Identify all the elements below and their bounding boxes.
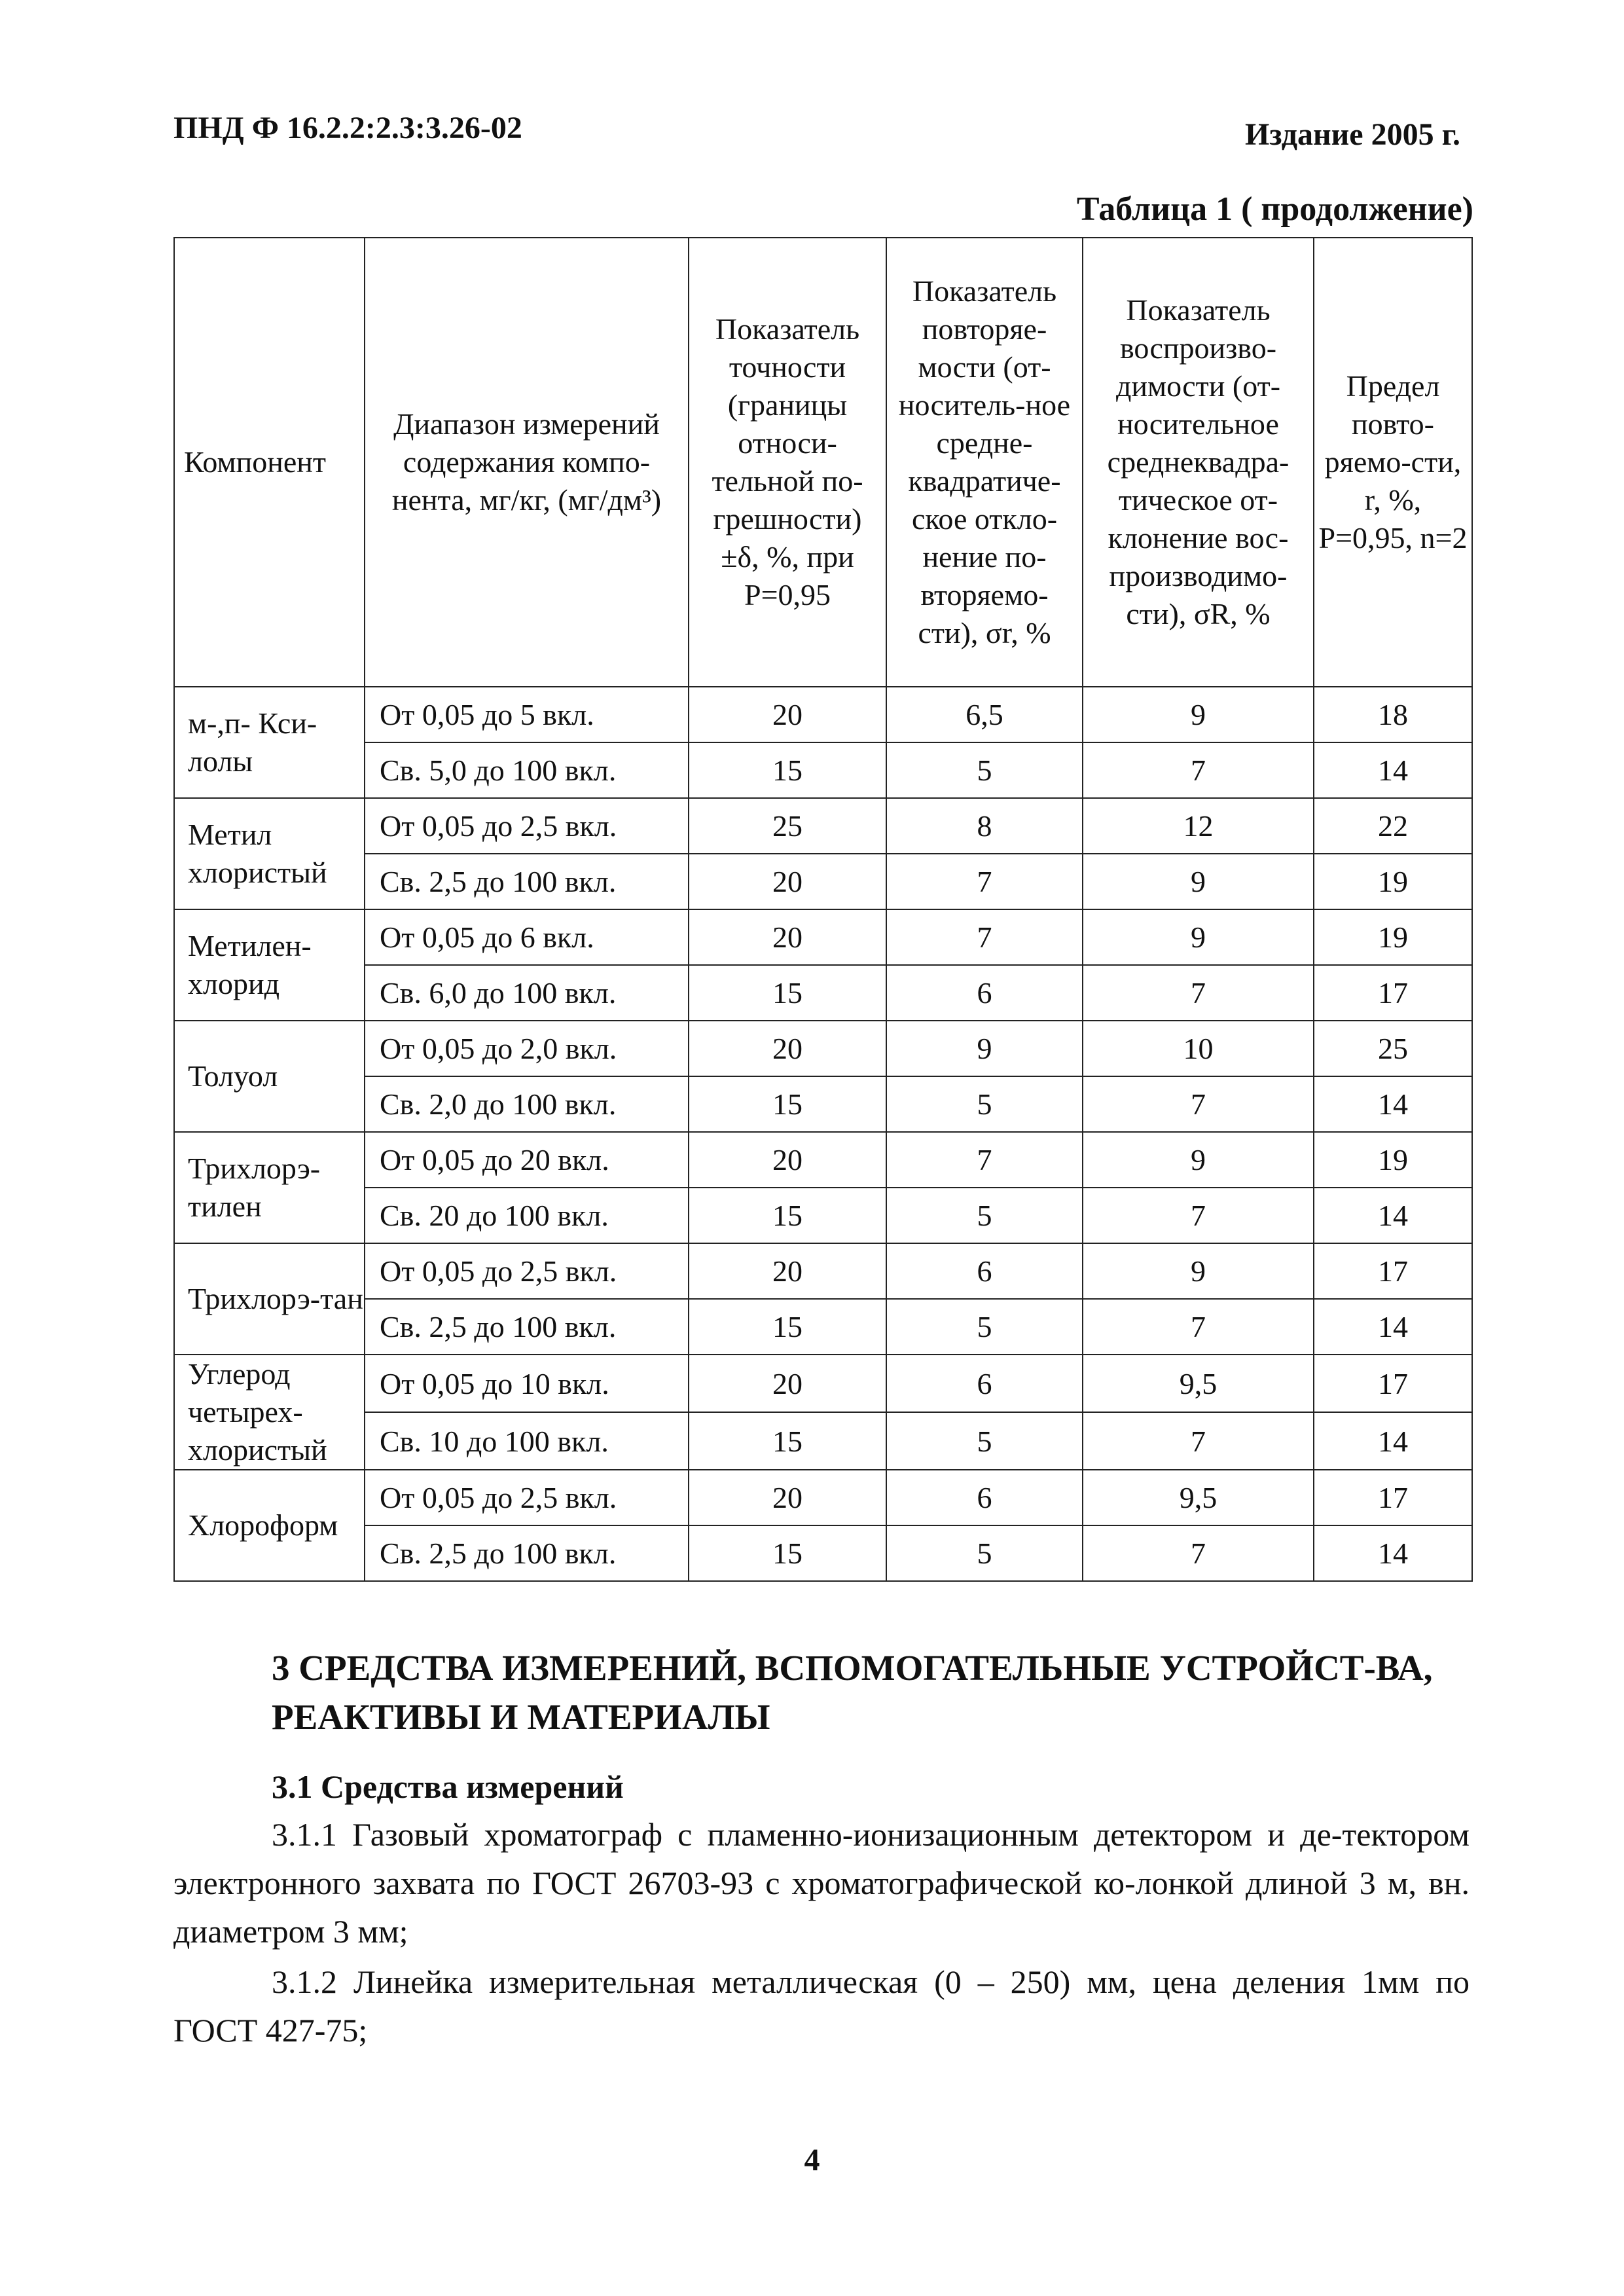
reproducibility-cell: 7: [1083, 742, 1314, 798]
accuracy-cell: 15: [689, 1188, 886, 1243]
repeatability-cell: 7: [886, 1132, 1083, 1188]
repeatability-cell: 6: [886, 965, 1083, 1021]
repeatability-cell: 5: [886, 1188, 1083, 1243]
reproducibility-cell: 9,5: [1083, 1355, 1314, 1412]
repeatability-cell: 6,5: [886, 687, 1083, 742]
accuracy-cell: 20: [689, 1470, 886, 1525]
table-row: [174, 965, 1472, 1021]
component-cell: Толуол: [174, 1021, 365, 1132]
range-cell: Св. 2,5 до 100 вкл.: [365, 1525, 689, 1581]
col-header-limit: Предел повто-ряемо-сти, r, %, Р=0,95, n=2: [1314, 238, 1472, 687]
reproducibility-cell: 9,5: [1083, 1470, 1314, 1525]
table-row: [174, 1243, 1472, 1299]
limit-cell: 14: [1314, 742, 1472, 798]
component-cell: Метил хлористый: [174, 798, 365, 909]
component-cell: Трихлорэ-тилен: [174, 1132, 365, 1243]
reproducibility-cell: 7: [1083, 1299, 1314, 1355]
col-header-reproducibility: Показатель воспроизво-димости (от-носительное среднеквадра-тическое от-клонение вос-производимо-сти), σR, %: [1083, 238, 1314, 687]
range-cell: Св. 2,0 до 100 вкл.: [365, 1076, 689, 1132]
repeatability-cell: 8: [886, 798, 1083, 854]
component-cell: Метилен-хлорид: [174, 909, 365, 1021]
repeatability-cell: 6: [886, 1470, 1083, 1525]
page-number: 4: [804, 2143, 820, 2178]
range-cell: Св. 6,0 до 100 вкл.: [365, 965, 689, 1021]
table-row: [174, 1299, 1472, 1355]
range-cell: От 0,05 до 2,0 вкл.: [365, 1021, 689, 1076]
col-header-range: Диапазон измерений содержания компо-нента, мг/кг, (мг/дм³): [365, 238, 689, 687]
repeatability-cell: 5: [886, 1299, 1083, 1355]
table-row: [174, 687, 1472, 742]
document-code: ПНД Ф 16.2.2:2.3:3.26-02: [173, 111, 522, 145]
limit-cell: 19: [1314, 909, 1472, 965]
limit-cell: 17: [1314, 1355, 1472, 1412]
accuracy-cell: 20: [689, 1355, 886, 1412]
repeatability-cell: 7: [886, 854, 1083, 909]
accuracy-cell: 20: [689, 854, 886, 909]
reproducibility-cell: 7: [1083, 1076, 1314, 1132]
limit-cell: 19: [1314, 854, 1472, 909]
table-row: [174, 1470, 1472, 1525]
table-row: [174, 742, 1472, 798]
limit-cell: 22: [1314, 798, 1472, 854]
accuracy-cell: 20: [689, 1132, 886, 1188]
repeatability-cell: 5: [886, 742, 1083, 798]
reproducibility-cell: 7: [1083, 1412, 1314, 1470]
range-cell: От 0,05 до 10 вкл.: [365, 1355, 689, 1412]
accuracy-cell: 25: [689, 798, 886, 854]
repeatability-cell: 5: [886, 1412, 1083, 1470]
component-cell: Трихлорэ-тан: [174, 1243, 365, 1355]
component-cell: м-,п- Кси-лолы: [174, 687, 365, 798]
accuracy-cell: 15: [689, 1299, 886, 1355]
limit-cell: 14: [1314, 1412, 1472, 1470]
component-cell: Хлороформ: [174, 1470, 365, 1581]
edition-label: Издание 2005 г.: [1244, 117, 1460, 152]
accuracy-cell: 20: [689, 1021, 886, 1076]
repeatability-cell: 9: [886, 1021, 1083, 1076]
range-cell: От 0,05 до 20 вкл.: [365, 1132, 689, 1188]
table-row: [174, 1076, 1472, 1132]
table-row: [174, 909, 1472, 965]
range-cell: Св. 20 до 100 вкл.: [365, 1188, 689, 1243]
accuracy-cell: 20: [689, 1243, 886, 1299]
repeatability-cell: 6: [886, 1243, 1083, 1299]
table-caption: Таблица 1 ( продолжение): [1076, 191, 1473, 228]
measurement-table: [173, 237, 1473, 1582]
limit-cell: 17: [1314, 965, 1472, 1021]
reproducibility-cell: 7: [1083, 965, 1314, 1021]
range-cell: Св. 2,5 до 100 вкл.: [365, 1299, 689, 1355]
reproducibility-cell: 9: [1083, 1132, 1314, 1188]
table-row: [174, 1132, 1472, 1188]
accuracy-cell: 15: [689, 1525, 886, 1581]
reproducibility-cell: 9: [1083, 687, 1314, 742]
reproducibility-cell: 9: [1083, 854, 1314, 909]
range-cell: Св. 10 до 100 вкл.: [365, 1412, 689, 1470]
table-row: [174, 1412, 1472, 1470]
range-cell: От 0,05 до 6 вкл.: [365, 909, 689, 965]
reproducibility-cell: 7: [1083, 1525, 1314, 1581]
range-cell: От 0,05 до 2,5 вкл.: [365, 1243, 689, 1299]
col-header-repeatability: Показатель повторяе-мости (от-носитель-ное средне-квадратиче-ское откло-нение по-вторяемо-сти), σr, %: [886, 238, 1083, 687]
range-cell: Св. 2,5 до 100 вкл.: [365, 854, 689, 909]
reproducibility-cell: 9: [1083, 909, 1314, 965]
limit-cell: 14: [1314, 1076, 1472, 1132]
repeatability-cell: 7: [886, 909, 1083, 965]
reproducibility-cell: 12: [1083, 798, 1314, 854]
table-row: [174, 1021, 1472, 1076]
subsection-title: 3.1 Средства измерений: [272, 1768, 624, 1805]
accuracy-cell: 20: [689, 687, 886, 742]
repeatability-cell: 6: [886, 1355, 1083, 1412]
limit-cell: 17: [1314, 1470, 1472, 1525]
section-title: 3 СРЕДСТВА ИЗМЕРЕНИЙ, ВСПОМОГАТЕЛЬНЫЕ УСТРОЙСТ-ВА, РЕАКТИВЫ И МАТЕРИАЛЫ: [272, 1648, 1433, 1737]
accuracy-cell: 15: [689, 1412, 886, 1470]
reproducibility-cell: 9: [1083, 1243, 1314, 1299]
paragraph-3-1-1: [173, 1810, 1470, 1956]
limit-cell: 18: [1314, 687, 1472, 742]
limit-cell: 25: [1314, 1021, 1472, 1076]
table-header-row: [174, 238, 1472, 687]
accuracy-cell: 20: [689, 909, 886, 965]
accuracy-cell: 15: [689, 742, 886, 798]
col-header-component: Компонент: [174, 238, 365, 687]
repeatability-cell: 5: [886, 1525, 1083, 1581]
range-cell: Св. 5,0 до 100 вкл.: [365, 742, 689, 798]
paragraph-3-1-2: [173, 1958, 1470, 2054]
table-row: [174, 1355, 1472, 1412]
reproducibility-cell: 7: [1083, 1188, 1314, 1243]
table-row: [174, 798, 1472, 854]
table-row: [174, 1525, 1472, 1581]
accuracy-cell: 15: [689, 965, 886, 1021]
range-cell: От 0,05 до 2,5 вкл.: [365, 798, 689, 854]
table-row: [174, 1188, 1472, 1243]
range-cell: От 0,05 до 5 вкл.: [365, 687, 689, 742]
accuracy-cell: 15: [689, 1076, 886, 1132]
table-row: [174, 854, 1472, 909]
limit-cell: 17: [1314, 1243, 1472, 1299]
paragraph-text: 3.1.1 Газовый хроматограф с пламенно-ионизационным детектором и де-тектором электронного захвата по ГОСТ 26703-93 с хроматографической ко-лонкой длиной 3 м, вн. диаметром 3 мм;: [173, 1816, 1470, 1950]
col-header-accuracy: Показатель точности (границы относи-тельной по-грешности) ±δ, %, при Р=0,95: [689, 238, 886, 687]
limit-cell: 19: [1314, 1132, 1472, 1188]
range-cell: От 0,05 до 2,5 вкл.: [365, 1470, 689, 1525]
limit-cell: 14: [1314, 1525, 1472, 1581]
component-cell: Углерод четырех-хлористый: [174, 1355, 365, 1470]
reproducibility-cell: 10: [1083, 1021, 1314, 1076]
limit-cell: 14: [1314, 1299, 1472, 1355]
paragraph-text: 3.1.2 Линейка измерительная металлическая (0 – 250) мм, цена деления 1мм по ГОСТ 427-75;: [173, 1963, 1470, 2049]
limit-cell: 14: [1314, 1188, 1472, 1243]
repeatability-cell: 5: [886, 1076, 1083, 1132]
